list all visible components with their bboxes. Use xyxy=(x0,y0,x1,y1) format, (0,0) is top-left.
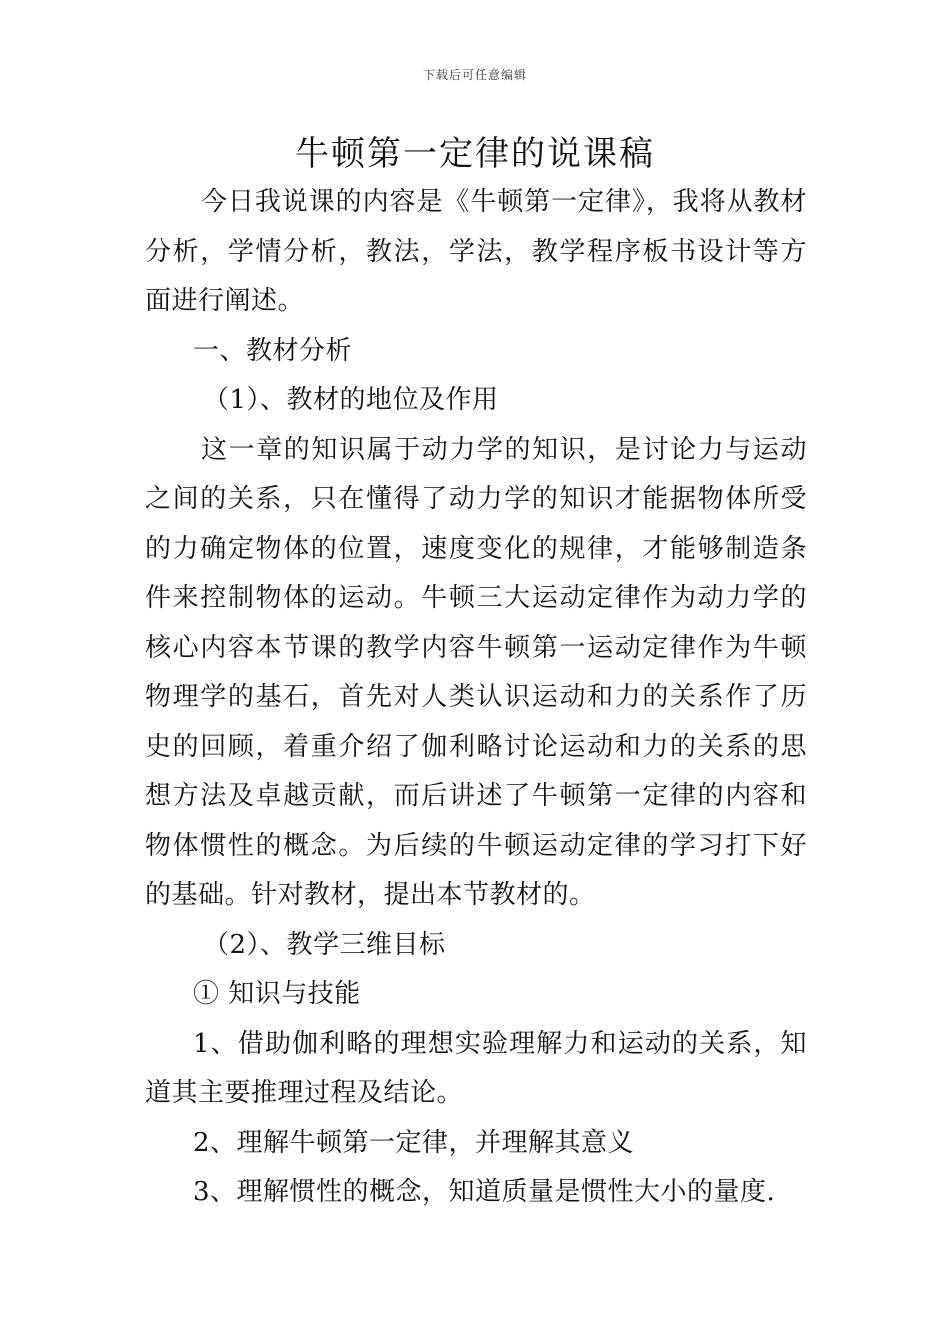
document-body xyxy=(145,178,807,1218)
header-note: 下载后可任意编辑 xyxy=(422,68,527,82)
objective-item-1: 1、借助伽利略的理想实验理解力和运动的关系，知道其主要推理过程及结论。 xyxy=(145,1028,807,1108)
paragraph-textbook-role: 这一章的知识属于动力学的知识，是讨论力与运动之间的关系，只在懂得了动力学的知识才能据物体所受的力确定物体的位置，速度变化的规律，才能够制造条件来控制物体的运动。牛顿三大运动定律作为动力学的核心内容本节课的教学内容牛顿第一运动定律作为牛顿物理学的基石，首先对人类认识运动和力的关系作了历史的回顾，着重介绍了伽利略讨论运动和力的关系的思想方法及卓越贡献，而后讲述了牛顿第一定律的内容和物体惯性的概念。为后续的牛顿运动定律的学习打下好的基础。针对教材，提出本节教材的。 xyxy=(145,434,807,910)
subsection-heading-2: （2）、教学三维目标 xyxy=(203,929,446,960)
objective-item-3: 3、理解惯性的概念，知道质量是惯性大小的量度. xyxy=(193,1177,776,1207)
section-heading-1: 一、教材分析 xyxy=(193,335,353,366)
objective-item-2: 2、理解牛顿第一定律，并理解其意义 xyxy=(193,1127,635,1158)
document-title: 牛顿第一定律的说课稿 xyxy=(295,134,655,174)
subsection-heading-1: （1）、教材的地位及作用 xyxy=(203,385,499,415)
paragraph-intro: 今日我说课的内容是《牛顿第一定律》，我将从教材分析，学情分析，教法，学法，教学程序板书设计等方面进行阐述。 xyxy=(145,187,807,316)
objective-heading: ① 知识与技能 xyxy=(193,979,361,1009)
